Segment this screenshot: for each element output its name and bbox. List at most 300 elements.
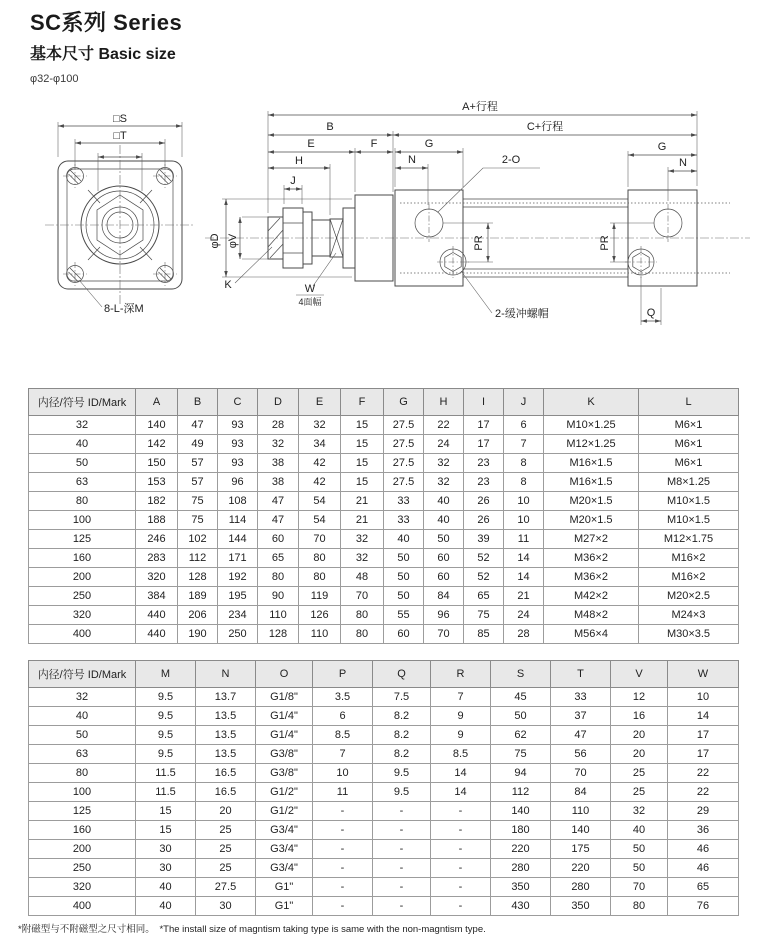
table-cell: - [313,802,373,821]
table-cell: 25 [611,764,668,783]
ports-note: 2-O [501,154,521,166]
table-cell: 20 [196,802,256,821]
table-cell: - [373,821,431,840]
table-cell: 42 [299,454,341,473]
dim-label-h: H [295,155,303,167]
table-cell: 160 [29,549,136,568]
dim-label-j: J [290,175,296,187]
table-cell: 32 [258,435,299,454]
table-cell: 40 [136,897,196,916]
table-cell: 100 [29,783,136,802]
table-cell: 46 [668,840,739,859]
column-header: K [544,389,639,416]
table-cell: 23 [464,454,504,473]
table-cell: 13.7 [196,688,256,707]
dim-label-g-left: G [424,138,434,150]
table-row [29,726,739,745]
table-cell: 57 [178,454,218,473]
table-cell: 57 [178,473,218,492]
table-cell: M12×1.75 [639,530,739,549]
table-cell: 47 [551,726,611,745]
table-cell: 16 [611,707,668,726]
table-cell: 93 [218,435,258,454]
table-cell: 20 [611,726,668,745]
dim-label-f: F [370,138,378,150]
dim-label-square-s: □S [113,113,127,125]
table-cell: 7 [504,435,544,454]
column-header: N [196,661,256,688]
table-cell: 60 [258,530,299,549]
table-row [29,840,739,859]
table-cell: 28 [258,416,299,435]
table-cell: 250 [29,587,136,606]
dim-label-phi-d: φD [209,233,221,249]
table-cell: 188 [136,511,178,530]
table-cell: 65 [668,878,739,897]
table-cell: 56 [551,745,611,764]
table-cell: 36 [668,821,739,840]
table-cell: M10×1.5 [639,511,739,530]
table-cell: - [431,878,491,897]
table-cell: 150 [136,454,178,473]
table-cell: - [313,821,373,840]
dim-label-c-stroke: C+行程 [526,121,564,133]
table-cell: 50 [29,726,136,745]
table-cell: M20×1.5 [544,492,639,511]
table-row [29,745,739,764]
table-cell: - [431,840,491,859]
table-cell: 160 [29,821,136,840]
table-cell: 27.5 [384,416,424,435]
front-view [45,113,195,315]
table-cell: 40 [424,492,464,511]
column-header: 内径/符号 ID/Mark [29,661,136,688]
table-cell: 65 [258,549,299,568]
table-cell: 62 [491,726,551,745]
table-cell: 80 [611,897,668,916]
table-cell: 15 [136,821,196,840]
table-cell: 70 [424,625,464,644]
table-cell: 320 [29,606,136,625]
table-cell: 34 [299,435,341,454]
table-cell: 15 [341,435,384,454]
mounting-holes-note: 8-L-深M [104,303,144,315]
table-cell: 110 [299,625,341,644]
table-cell: 29 [668,802,739,821]
dim-label-a-stroke: A+行程 [462,101,498,113]
dim-label-square-t: □T [113,130,127,142]
table-cell: 42 [299,473,341,492]
column-header: F [341,389,384,416]
table-cell: 13.5 [196,745,256,764]
column-header: I [464,389,504,416]
table-cell: 30 [136,840,196,859]
table-cell: 350 [491,878,551,897]
table-cell: 96 [218,473,258,492]
table-cell: 37 [551,707,611,726]
table-cell: 46 [668,859,739,878]
table-cell: 10 [504,492,544,511]
table-cell: 140 [136,416,178,435]
table-cell: 84 [551,783,611,802]
table-cell: 220 [491,840,551,859]
table-cell: 24 [424,435,464,454]
table-cell: 80 [299,568,341,587]
table-cell: 14 [504,549,544,568]
table-cell: 75 [178,511,218,530]
table-cell: M6×1 [639,435,739,454]
table-cell: 32 [29,688,136,707]
table-cell: 27.5 [196,878,256,897]
table-cell: 32 [611,802,668,821]
table-cell: 7 [431,688,491,707]
table-cell: 126 [299,606,341,625]
bore-range: φ32-φ100 [30,73,79,85]
buffer-nut-note: 2-缓冲螺帽 [495,308,549,320]
table-cell: 25 [196,840,256,859]
column-header: L [639,389,739,416]
table-row [29,606,739,625]
table-cell: 32 [29,416,136,435]
table-cell: M56×4 [544,625,639,644]
table-cell: M12×1.25 [544,435,639,454]
table-cell: 50 [384,549,424,568]
table-cell: 16.5 [196,764,256,783]
table-cell: 192 [218,568,258,587]
table-row [29,454,739,473]
dimensions-table-m-w [28,660,739,916]
table-cell: 50 [29,454,136,473]
table-cell: 189 [178,587,218,606]
table-cell: 15 [341,454,384,473]
table-cell: 234 [218,606,258,625]
table-cell: 180 [491,821,551,840]
dim-label-q: Q [646,307,656,319]
footnote: *附磁型与不附磁型之尺寸相同。 *The install size of magntism taking type is same with the non-magntism type. [18,924,486,935]
table-cell: 250 [218,625,258,644]
table-cell: 206 [178,606,218,625]
column-header: M [136,661,196,688]
table-cell: M10×1.5 [639,492,739,511]
table-cell: 142 [136,435,178,454]
table-cell: 350 [551,897,611,916]
table-cell: M8×1.25 [639,473,739,492]
table-cell: 8 [504,454,544,473]
table-cell: 80 [29,492,136,511]
table-cell: 153 [136,473,178,492]
table-cell: 320 [29,878,136,897]
table-cell: 9.5 [136,745,196,764]
table-cell: 84 [424,587,464,606]
table-cell: 40 [384,530,424,549]
table-cell: 190 [178,625,218,644]
table-cell: 76 [668,897,739,916]
table-cell: 49 [178,435,218,454]
table-cell: M6×1 [639,416,739,435]
table-row [29,492,739,511]
column-header: T [551,661,611,688]
table-row [29,549,739,568]
table-cell: G1/2" [256,802,313,821]
dim-label-pr-right: PR [599,235,611,251]
table-cell: 171 [218,549,258,568]
table-cell: M10×1.25 [544,416,639,435]
table-cell: 63 [29,473,136,492]
table-cell: 48 [341,568,384,587]
table-cell: 22 [668,783,739,802]
table-header-row [29,389,739,416]
table-cell: - [373,802,431,821]
table-cell: 50 [384,587,424,606]
table-cell: 7.5 [373,688,431,707]
page-title: SC系列 Series [30,10,183,35]
table-cell: 65 [464,587,504,606]
table-cell: 25 [196,821,256,840]
table-cell: 33 [384,492,424,511]
table-cell: G1/4" [256,707,313,726]
table-cell: 32 [424,473,464,492]
table-cell: 93 [218,454,258,473]
table-cell: 30 [196,897,256,916]
table-cell: 16.5 [196,783,256,802]
table-cell: G1/2" [256,783,313,802]
table-cell: 75 [464,606,504,625]
table-cell: - [373,878,431,897]
table-cell: 25 [196,859,256,878]
table-cell: 100 [29,511,136,530]
table-cell: 85 [464,625,504,644]
table-cell: M20×1.5 [544,511,639,530]
table-cell: 21 [504,587,544,606]
table-cell: 60 [424,568,464,587]
w-flats-note: 4面幅 [298,297,322,307]
table-cell: 30 [136,859,196,878]
table-cell: 14 [668,707,739,726]
table-cell: 8.5 [313,726,373,745]
column-header: C [218,389,258,416]
dim-label-phi-v: φV [227,233,239,249]
dim-label-n-right: N [679,157,687,169]
table-cell: 40 [29,707,136,726]
table-cell: 7 [313,745,373,764]
table-cell: 54 [299,492,341,511]
table-cell: 110 [258,606,299,625]
table-cell: 400 [29,625,136,644]
table-cell: 39 [464,530,504,549]
table-cell: 128 [258,625,299,644]
table-cell: M16×1.5 [544,454,639,473]
table-cell: 250 [29,859,136,878]
table-cell: - [313,840,373,859]
table-cell: 102 [178,530,218,549]
table-cell: 140 [551,821,611,840]
table-cell: 128 [178,568,218,587]
table-cell: - [373,840,431,859]
table-cell: 55 [384,606,424,625]
table-cell: 17 [668,745,739,764]
table-cell: M16×2 [639,568,739,587]
table-cell: 8.2 [373,726,431,745]
table-cell: 9.5 [136,707,196,726]
table-cell: M48×2 [544,606,639,625]
table-cell: 13.5 [196,707,256,726]
table-cell: 70 [551,764,611,783]
table-row [29,859,739,878]
table-cell: M24×3 [639,606,739,625]
table-cell: - [373,859,431,878]
table-cell: 14 [504,568,544,587]
table-cell: G3/4" [256,859,313,878]
table-cell: 112 [178,549,218,568]
table-cell: 400 [29,897,136,916]
column-header: D [258,389,299,416]
table-cell: - [431,897,491,916]
table-cell: G1/8" [256,688,313,707]
column-header: Q [373,661,431,688]
dimensions-table-a-l [28,388,739,644]
table-cell: 94 [491,764,551,783]
table-cell: 47 [178,416,218,435]
table-cell: 60 [424,549,464,568]
column-header: S [491,661,551,688]
table-cell: 10 [313,764,373,783]
table-cell: 50 [424,530,464,549]
table-cell: 52 [464,568,504,587]
table-cell: 13.5 [196,726,256,745]
table-cell: 11 [504,530,544,549]
table-cell: 440 [136,625,178,644]
table-cell: 144 [218,530,258,549]
dim-label-pr-left: PR [473,235,485,251]
table-cell: 280 [551,878,611,897]
table-cell: 15 [136,802,196,821]
table-cell: 200 [29,568,136,587]
table-cell: 12 [611,688,668,707]
table-cell: 27.5 [384,473,424,492]
table-cell: 22 [424,416,464,435]
table-cell: 96 [424,606,464,625]
column-header: E [299,389,341,416]
table-cell: 28 [504,625,544,644]
table-cell: 15 [341,473,384,492]
table-cell: 50 [611,840,668,859]
table-cell: 93 [218,416,258,435]
table-cell: 200 [29,840,136,859]
table-cell: 9.5 [373,764,431,783]
table-cell: 220 [551,859,611,878]
table-cell: - [313,878,373,897]
technical-drawing [0,95,765,355]
table-cell: 21 [341,511,384,530]
table-cell: M16×1.5 [544,473,639,492]
table-cell: 140 [491,802,551,821]
column-header: 内径/符号 ID/Mark [29,389,136,416]
table-cell: 80 [29,764,136,783]
table-cell: 27.5 [384,435,424,454]
table-cell: 40 [136,878,196,897]
table-cell: 8 [504,473,544,492]
table-row [29,878,739,897]
table-cell: 8.5 [431,745,491,764]
dim-label-b: B [326,121,334,133]
table-cell: 8.2 [373,745,431,764]
table-cell: 26 [464,492,504,511]
table-cell: 23 [464,473,504,492]
column-header: B [178,389,218,416]
table-cell: 182 [136,492,178,511]
table-cell: 110 [551,802,611,821]
table-cell: M16×2 [639,549,739,568]
table-cell: 175 [551,840,611,859]
table-cell: 9 [431,707,491,726]
table-cell: 3.5 [313,688,373,707]
table-row [29,511,739,530]
dim-label-w: W [304,283,316,295]
table-cell: 195 [218,587,258,606]
table-cell: 9 [431,726,491,745]
table-cell: 6 [313,707,373,726]
table-row [29,764,739,783]
table-cell: M36×2 [544,568,639,587]
table-cell: 47 [258,492,299,511]
table-cell: 22 [668,764,739,783]
cylinder-side-view [395,138,730,325]
page-subtitle: 基本尺寸 Basic size [30,46,176,63]
table-cell: G3/4" [256,840,313,859]
table-cell: 108 [218,492,258,511]
table-header-row [29,661,739,688]
table-cell: 8.2 [373,707,431,726]
table-cell: 9.5 [373,783,431,802]
table-cell: G3/8" [256,764,313,783]
table-cell: 10 [668,688,739,707]
table-row [29,435,739,454]
table-cell: G3/8" [256,745,313,764]
table-cell: 75 [491,745,551,764]
column-header: R [431,661,491,688]
table-cell: 10 [504,511,544,530]
table-cell: 14 [431,764,491,783]
table-cell: 125 [29,530,136,549]
table-cell: 80 [299,549,341,568]
table-cell: 63 [29,745,136,764]
table-cell: G1/4" [256,726,313,745]
table-cell: 24 [504,606,544,625]
table-cell: 70 [341,587,384,606]
table-cell: M42×2 [544,587,639,606]
table-cell: 25 [611,783,668,802]
table-cell: 60 [384,625,424,644]
table-cell: 440 [136,606,178,625]
table-cell: 32 [299,416,341,435]
table-row [29,821,739,840]
table-cell: 32 [341,530,384,549]
table-cell: 33 [551,688,611,707]
table-cell: 70 [611,878,668,897]
table-cell: 246 [136,530,178,549]
column-header: J [504,389,544,416]
column-header: O [256,661,313,688]
table-cell: 54 [299,511,341,530]
table-cell: M30×3.5 [639,625,739,644]
table-row [29,802,739,821]
table-cell: 9.5 [136,726,196,745]
table-cell: 6 [504,416,544,435]
table-cell: 32 [424,454,464,473]
table-cell: 320 [136,568,178,587]
table-cell: G1" [256,878,313,897]
table-cell: 45 [491,688,551,707]
